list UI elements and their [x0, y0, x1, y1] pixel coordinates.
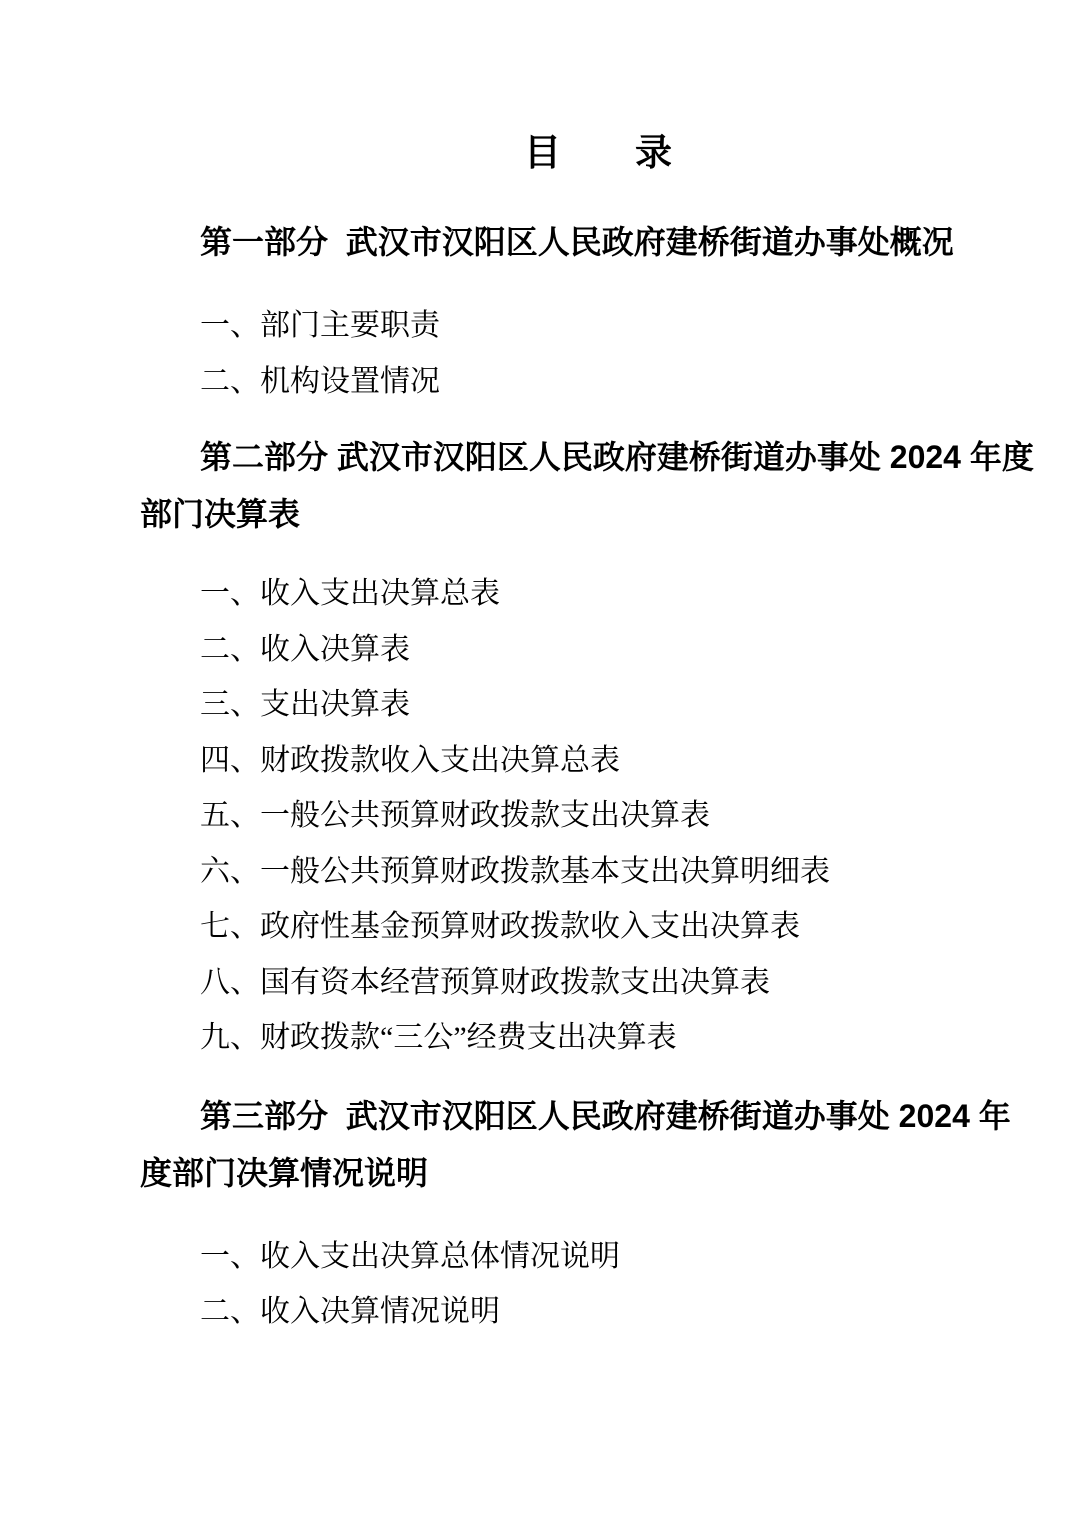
toc-item: 四、财政拨款收入支出决算总表	[200, 743, 620, 777]
toc-section-part3	[140, 1088, 1011, 1340]
toc-item: 六、一般公共预算财政拨款基本支出决算明细表	[200, 854, 830, 888]
toc-item: 二、收入决算表	[200, 632, 410, 666]
toc-item: 一、部门主要职责	[200, 309, 440, 342]
section-2-heading	[140, 429, 1034, 543]
toc-section-part2	[140, 429, 1034, 1066]
section-3-heading-line-1: 第三部分 武汉市汉阳区人民政府建桥街道办事处 2024 年	[200, 1097, 1011, 1134]
toc-item: 三、支出决算表	[200, 688, 410, 721]
section-3-heading-line-2: 度部门决算情况说明	[140, 1154, 429, 1191]
section-3-heading	[140, 1088, 1011, 1202]
toc-item: 七、政府性基金预算财政拨款收入支出决算表	[200, 910, 800, 943]
section-2-heading-line-1: 第二部分 武汉市汉阳区人民政府建桥街道办事处 2024 年度	[200, 439, 1034, 475]
toc-item: 九、财政拨款“三公”经费支出决算表	[200, 1021, 677, 1054]
section-1-heading-line: 第一部分 武汉市汉阳区人民政府建桥街道办事处概况	[200, 224, 954, 260]
toc-section-part1	[140, 214, 974, 409]
toc-item: 五、一般公共预算财政拨款支出决算表	[200, 799, 710, 832]
toc-item: 二、收入决算情况说明	[200, 1295, 500, 1328]
page-title: 目 录	[524, 132, 672, 173]
toc-item: 一、收入支出决算总体情况说明	[200, 1239, 620, 1273]
toc-item: 二、机构设置情况	[200, 364, 440, 398]
toc-item: 八、国有资本经营预算财政拨款支出决算表	[200, 965, 770, 999]
toc-item: 一、收入支出决算总表	[200, 577, 500, 610]
section-1-heading	[140, 214, 974, 271]
section-2-heading-line-2: 部门决算表	[140, 496, 301, 532]
